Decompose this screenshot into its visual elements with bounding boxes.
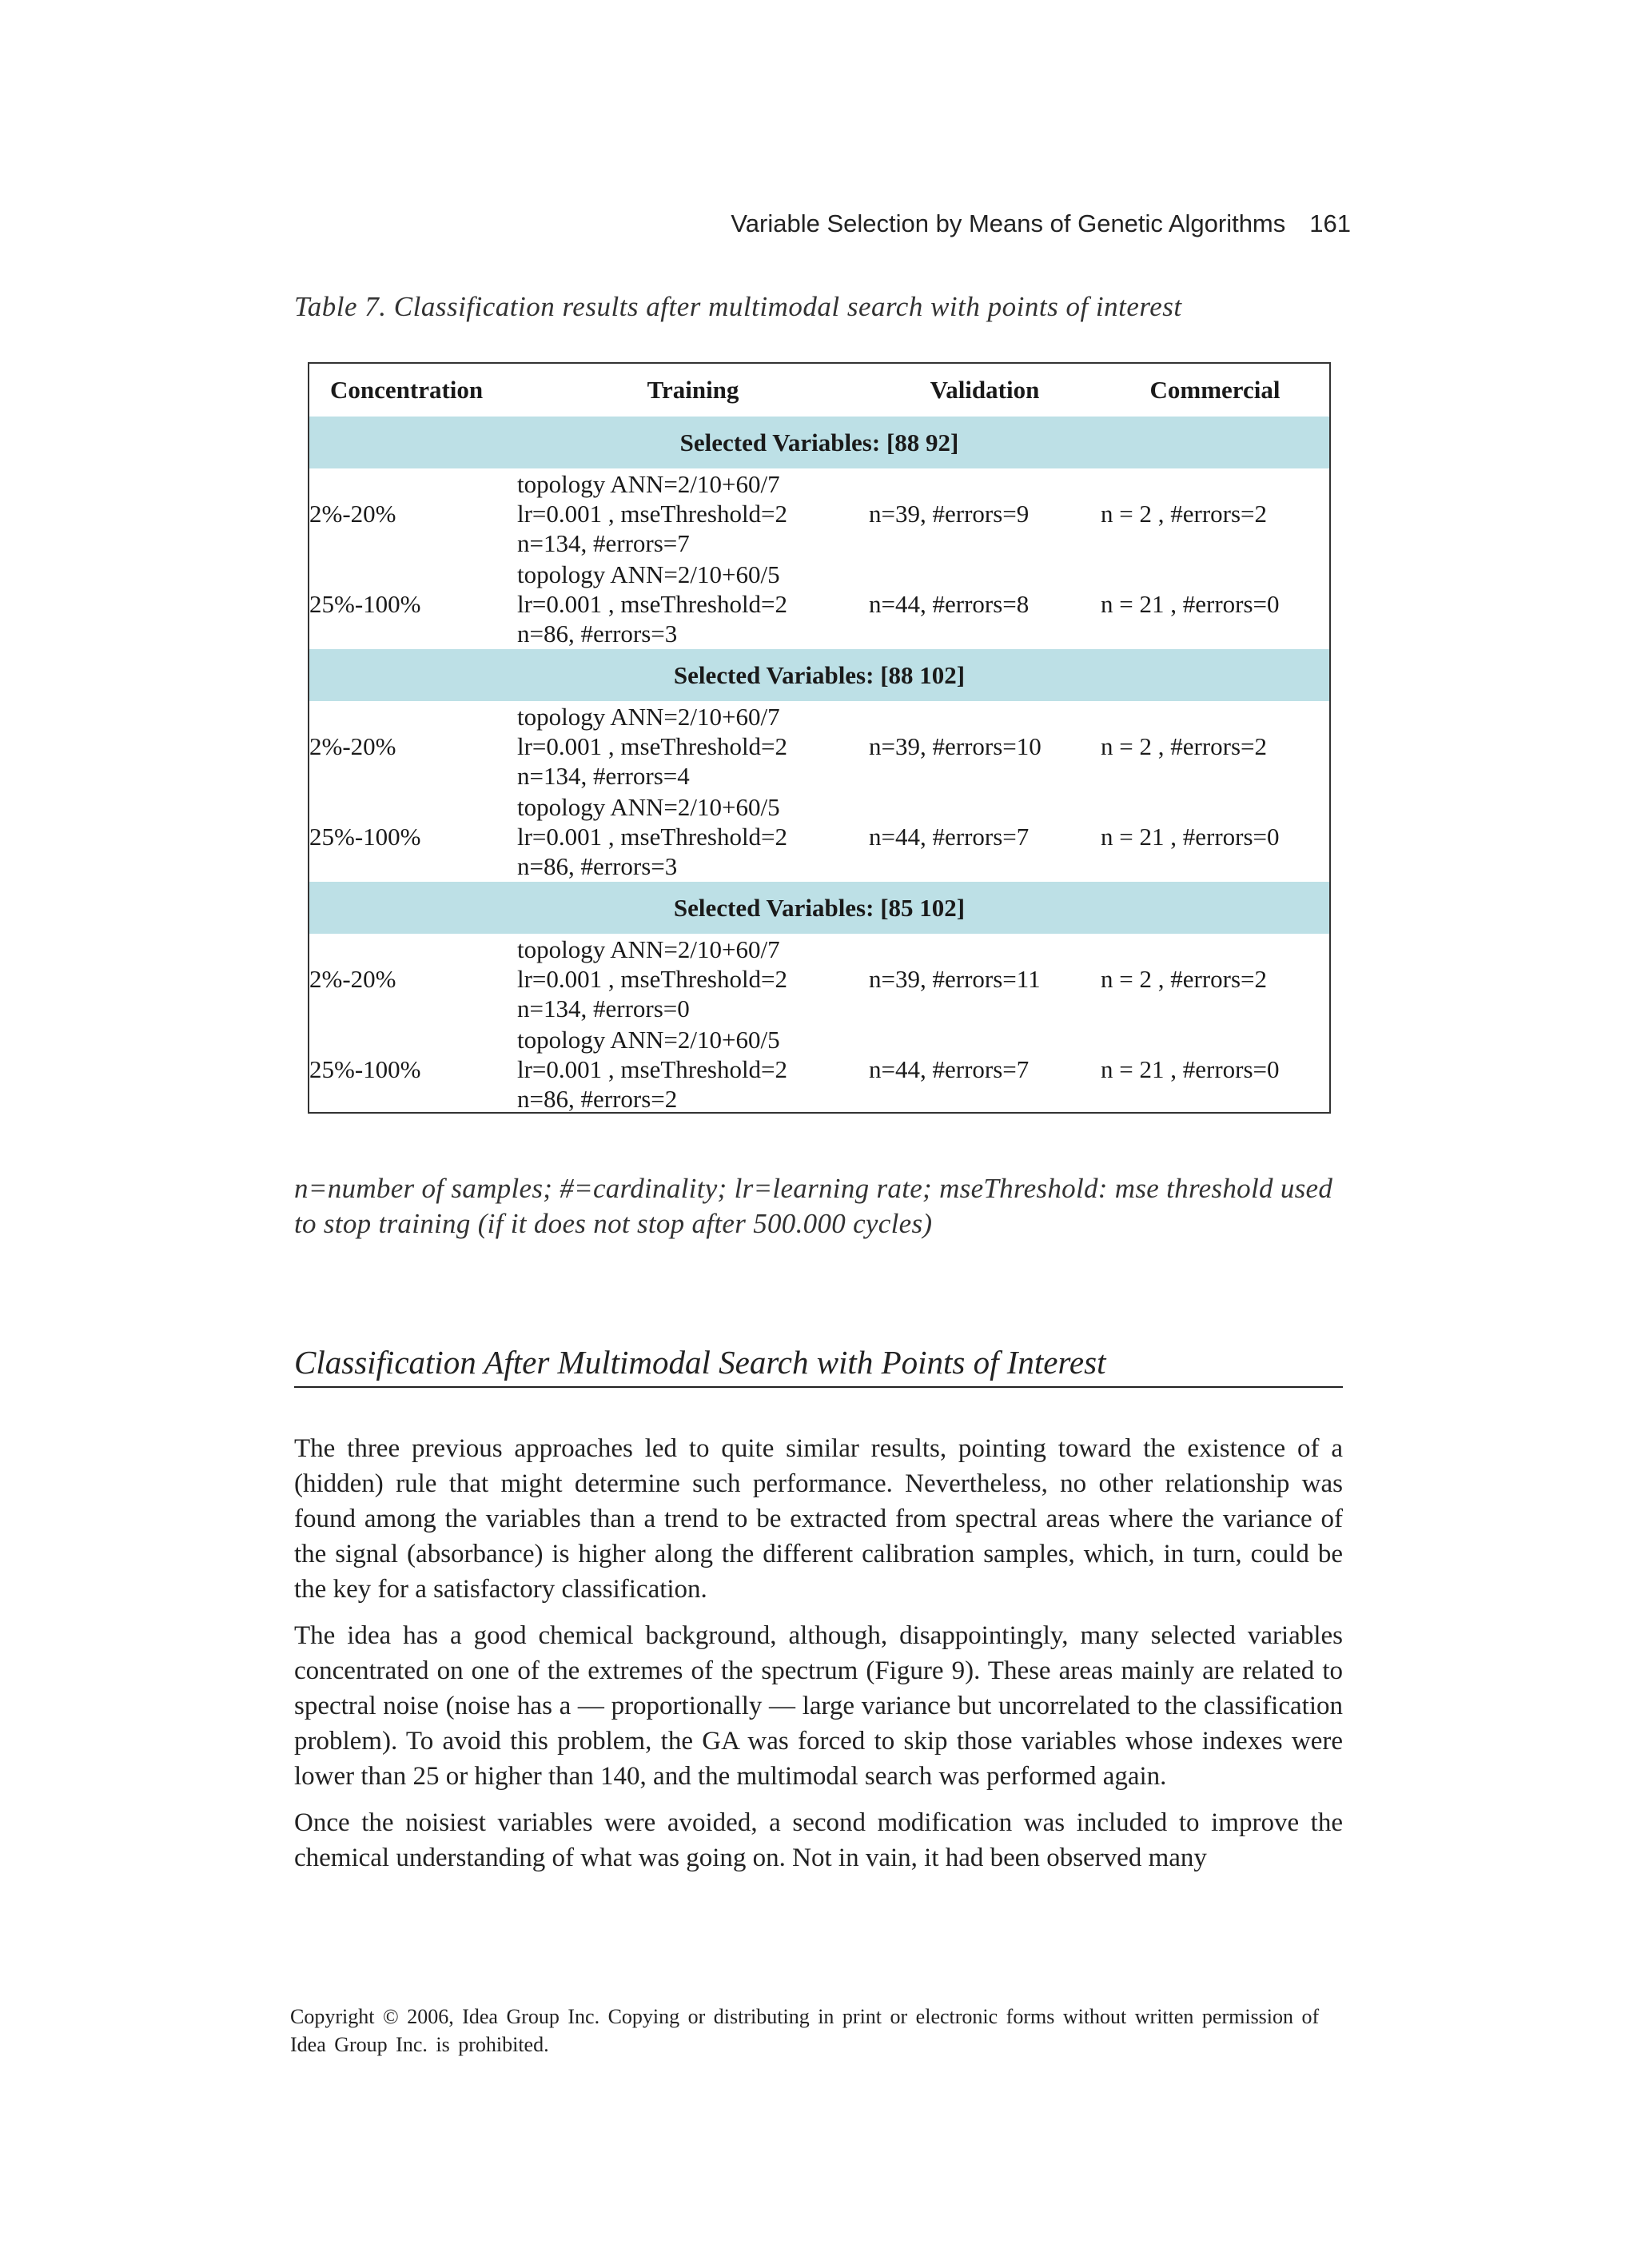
- paragraph: The three previous approaches led to quite similar results, pointing toward the existence of a (hidden) rule that might determine such performance. Nevertheless, no other relationship was found among the variables than a trend to be extracted from spectral areas where the variance of the signal (absorbance) is higher along the different calibration samples, which, in turn, could be the key for a satisfactory classification.: [294, 1434, 1343, 1604]
- cell-concentration: 25%-100%: [309, 822, 421, 851]
- training-topology: topology ANN=2/10+60/7: [517, 703, 780, 731]
- cell-commercial: n = 2 , #errors=2: [1101, 731, 1268, 760]
- cell-concentration: 2%-20%: [309, 964, 396, 993]
- cell-validation: n=44, #errors=7: [869, 822, 1030, 851]
- cell-training: [517, 559, 869, 649]
- running-title: Variable Selection by Means of Genetic Algorithms: [731, 209, 1286, 237]
- running-head: [731, 209, 1351, 238]
- col-header-concentration: Concentration: [330, 376, 484, 404]
- cell-concentration: 2%-20%: [309, 499, 396, 528]
- table-row: [309, 1024, 1329, 1114]
- cell-validation: n=39, #errors=11: [869, 964, 1041, 993]
- cell-validation: n=39, #errors=9: [869, 499, 1030, 528]
- paragraph: Once the noisiest variables were avoided, a second modification was included to improve the chemical understanding of what was going on. Not in vain, it had been observed many: [294, 1808, 1343, 1872]
- training-result: n=86, #errors=2: [517, 1085, 678, 1113]
- training-params: lr=0.001 , mseThreshold=2: [517, 965, 788, 993]
- training-result: n=86, #errors=3: [517, 852, 678, 880]
- cell-training: [517, 791, 869, 882]
- group-label: Selected Variables: [85 102]: [309, 882, 1329, 934]
- training-result: n=134, #errors=4: [517, 762, 690, 790]
- cell-training: [517, 701, 869, 791]
- cell-commercial: n = 21 , #errors=0: [1101, 822, 1280, 851]
- training-params: lr=0.001 , mseThreshold=2: [517, 823, 788, 851]
- training-topology: topology ANN=2/10+60/7: [517, 935, 780, 963]
- cell-validation: n=39, #errors=10: [869, 731, 1042, 760]
- cell-training: [517, 468, 869, 559]
- cell-commercial: n = 2 , #errors=2: [1101, 499, 1268, 528]
- group-header-row: [309, 649, 1329, 701]
- training-topology: topology ANN=2/10+60/7: [517, 470, 780, 498]
- table-row: [309, 934, 1329, 1024]
- table-row: [309, 468, 1329, 559]
- table-header-row: [309, 364, 1329, 417]
- results-table-frame: [308, 362, 1331, 1114]
- body-text: [294, 1431, 1343, 1887]
- table-row: [309, 791, 1329, 882]
- group-header-row: [309, 417, 1329, 468]
- training-params: lr=0.001 , mseThreshold=2: [517, 1055, 788, 1083]
- training-result: n=134, #errors=7: [517, 529, 690, 557]
- group-header-row: [309, 882, 1329, 934]
- section-heading: Classification After Multimodal Search with Points of Interest: [294, 1343, 1343, 1388]
- training-topology: topology ANN=2/10+60/5: [517, 793, 780, 821]
- training-topology: topology ANN=2/10+60/5: [517, 560, 780, 588]
- training-params: lr=0.001 , mseThreshold=2: [517, 500, 788, 528]
- cell-commercial: n = 21 , #errors=0: [1101, 1054, 1280, 1083]
- group-label: Selected Variables: [88 92]: [309, 417, 1329, 468]
- group-label: Selected Variables: [88 102]: [309, 649, 1329, 701]
- training-topology: topology ANN=2/10+60/5: [517, 1026, 780, 1054]
- table-row: [309, 701, 1329, 791]
- training-result: n=134, #errors=0: [517, 994, 690, 1022]
- col-header-commercial: Commercial: [1149, 376, 1281, 404]
- table-notes: n=number of samples; #=cardinality; lr=learning rate; mseThreshold: mse threshold used to stop training (if it does not stop after 500.000 cycles): [294, 1173, 1333, 1239]
- results-table: [309, 364, 1329, 1114]
- training-params: lr=0.001 , mseThreshold=2: [517, 732, 788, 760]
- copyright-notice: Copyright © 2006, Idea Group Inc. Copying or distributing in print or electronic forms without written permission of Idea Group Inc. is prohibited.: [290, 2005, 1320, 2056]
- cell-concentration: 25%-100%: [309, 1054, 421, 1083]
- cell-validation: n=44, #errors=8: [869, 589, 1030, 618]
- cell-concentration: 2%-20%: [309, 731, 396, 760]
- cell-commercial: n = 21 , #errors=0: [1101, 589, 1280, 618]
- page-number: 161: [1309, 209, 1351, 237]
- training-result: n=86, #errors=3: [517, 620, 678, 648]
- cell-validation: n=44, #errors=7: [869, 1054, 1030, 1083]
- cell-concentration: 25%-100%: [309, 589, 421, 618]
- table-caption: Table 7. Classification results after multimodal search with points of interest: [294, 291, 1182, 322]
- cell-commercial: n = 2 , #errors=2: [1101, 964, 1268, 993]
- col-header-training: Training: [647, 376, 739, 404]
- table-row: [309, 559, 1329, 649]
- col-header-validation: Validation: [930, 376, 1040, 404]
- cell-training: [517, 934, 869, 1024]
- training-params: lr=0.001 , mseThreshold=2: [517, 590, 788, 618]
- paragraph: The idea has a good chemical background, although, disappointingly, many selected variables concentrated on one of the extremes of the spectrum (Figure 9). These areas mainly are related to spectral noise (noise has a — proportionally — large variance but uncorrelated to the classification problem). To avoid this problem, the GA was forced to skip those variables whose indexes were lower than 25 or higher than 140, and the multimodal search was performed again.: [294, 1621, 1343, 1791]
- cell-training: [517, 1024, 869, 1114]
